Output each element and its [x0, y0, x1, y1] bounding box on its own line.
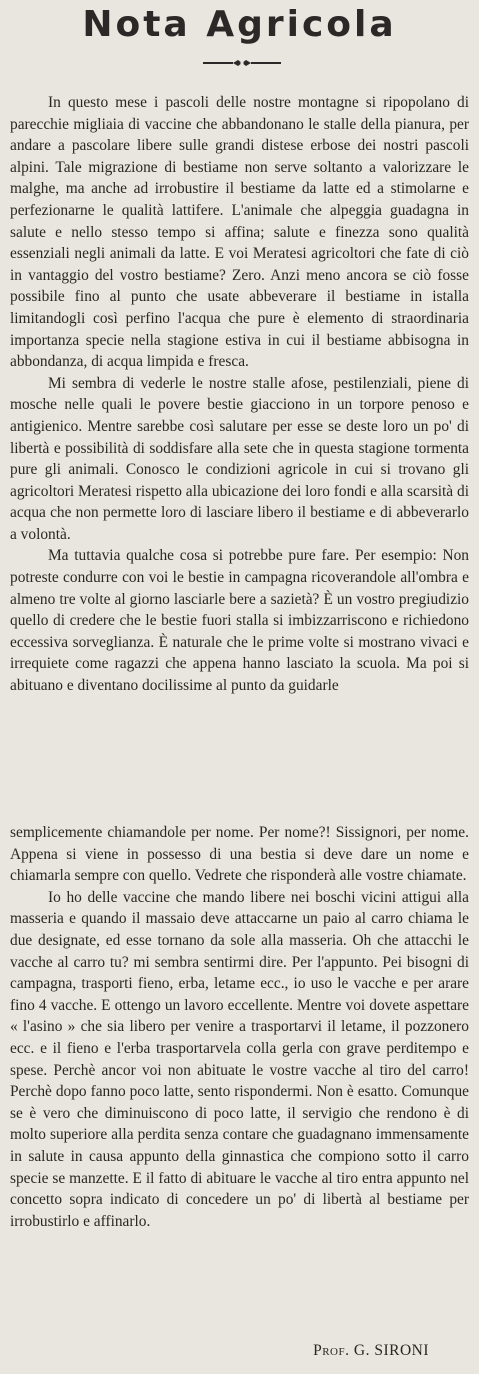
article-title: Nota Agricola	[82, 4, 397, 45]
author-title: Prof.	[313, 1342, 350, 1359]
paragraph-4: Io ho delle vaccine che mando libere nei boschi vicini attigui alla masseria e quando il massaio deve attaccarne un paio al carro chiama le due designate, ed esse tornano da sole alla masseria. Oh che attacchi le vacche al carro tu? mi sembra sentirmi dire. Per l'appunto. Pei bisogni di campagna, trasporti fieno, erba, letame ecc., io uso le vacche e per arare fino 4 vacche. E ottengo un lavoro eccellente. Mentre voi dovete aspettare « l'asino » che sia libero per venire a trasportarvi il letame, il pozzonero ecc. e il fieno e l'erba trasportarvela colla gerla con grave perditempo e spese. Perchè ancor voi non abituate le vostre vacche al tiro del carro! Perchè dopo fanno poco latte, sento rispondermi. Non è esatto. Comunque se è vero che diminuiscono di poco latte, il servigio che rendono è di molto superiore alla perdita senza contare che guadagnano immensamente in salute in causa appunto della ginnastica che compiono sotto il carro specie se manzette. E il fatto di abituare le vacche al tiro entra appunto nel concetto sopra indicato di concedere un po' di libertà al bestiame per irrobustirlo e affinarlo.	[10, 888, 469, 1230]
author-name: G. SIRONI	[353, 1342, 429, 1359]
paragraph-3-continued: semplicemente chiamandole per nome. Per nome?! Sissignori, per nome. Appena si viene in possesso di una bestia si deve dare un nome e chiamarla sempre con quello. Vedrete che risponderà alle vostre chiamate.	[10, 824, 469, 885]
decorative-rule-icon	[203, 58, 281, 68]
paragraph-3: Ma tuttavia qualche cosa si potrebbe pure fare. Per esempio: Non potreste condurre con voi le bestie in campagna ricoverandole all'ombra e almeno tre volte al giorno lasciarle bere a sazietà? È un vostro pregiudizio quello di credere che le bestie fuori stalla si imbizzarriscono e richiedono eccessiva sorveglianza. È naturale che le prime volte si mostrano vivaci e irrequiete come ragazzi che appena hanno lasciato la scuola. Ma poi si abituano e diventano docilissime al punto da guidarle	[10, 547, 469, 695]
paragraph-2: Mi sembra di vederle le nostre stalle afose, pestilenziali, piene di mosche nelle quali le povere bestie giacciono in un torpore penoso e antigienico. Mentre sarebbe così salutare per esse se deste loro un po' di libertà e possibilità di soddisfare alla sete che in questa stagione tormenta pure gli animali. Conosco le condizioni agricole in cui si trovano gli agricoltori Meratesi rispetto alla ubicazione dei loro fondi e alla scarsità di acqua che non permette loro di lasciare libero il bestiame e di abbeverarlo a volontà.	[10, 374, 469, 543]
article-body-part-2	[10, 822, 469, 1232]
author-signature	[313, 1342, 429, 1360]
article-body-part-1	[10, 92, 469, 697]
paragraph-1: In questo mese i pascoli delle nostre montagne si ripopolano di parecchie migliaia di vaccine che abbandonano le stalle della pianura, per andare a pascolare libere sulle grandi distese erbose dei nostri pascoli alpini. Tale migrazione di bestiame non serve soltanto a valorizzare le malghe, ma anche ad irrobustire il bestiame da latte ed a stimolarne e perfezionarne le qualità lattifere. L'animale che alpeggia guadagna in salute e nello stesso tempo si affina; salute e finezza sono qualità essenziali negli animali da latte. E voi Meratesi agricoltori che fate di ciò in vantaggio del vostro bestiame? Zero. Anzi meno ancora se ciò fosse possibile fino al punto che usate abbeverare il bestiame in istalla limitandogli così perfino l'acqua che pure è elemento di straordinaria importanza specie nella stagione estiva in cui il bestiame abbisogna in abbondanza, di acqua limpida e fresca.	[10, 94, 469, 371]
